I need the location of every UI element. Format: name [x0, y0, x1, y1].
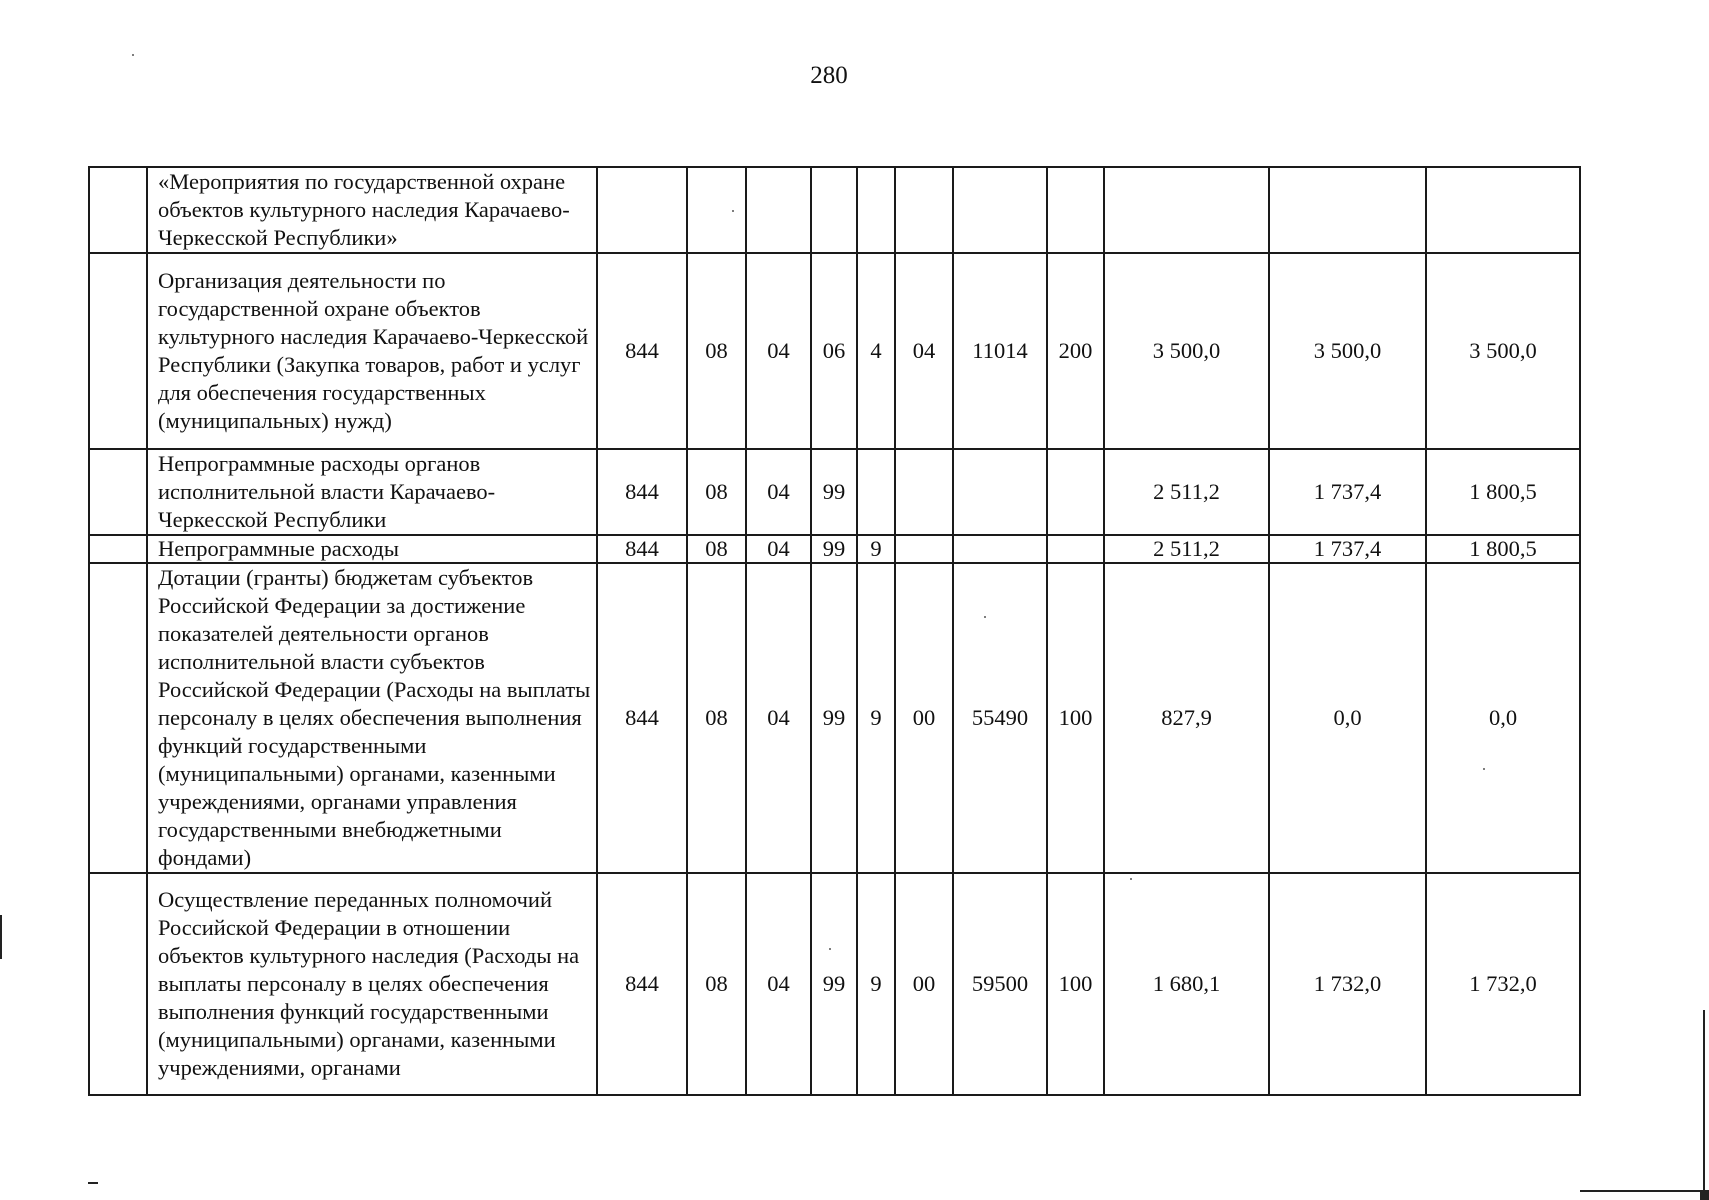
row-number-cell	[89, 873, 147, 1095]
direction-code-cell: 55490	[953, 563, 1047, 873]
row-name-cell: Непрограммные расходы органов исполнительной власти Карачаево-Черкесской Республики	[147, 449, 597, 535]
section-code-cell: 08	[687, 449, 746, 535]
budget-table	[88, 166, 1581, 1096]
row-name-cell: Непрограммные расходы	[147, 535, 597, 563]
scan-speck	[829, 948, 831, 950]
row-number-cell	[89, 563, 147, 873]
page-number: 280	[810, 62, 848, 89]
scan-edge-line	[0, 915, 2, 959]
scan-speck	[1130, 878, 1132, 880]
event-code-cell: 00	[895, 563, 953, 873]
direction-code-cell	[953, 449, 1047, 535]
amount-year-2-cell: 0,0	[1269, 563, 1426, 873]
expense-type-cell	[1047, 167, 1104, 253]
subprogram-code-cell	[857, 449, 895, 535]
subsection-code-cell: 04	[746, 873, 811, 1095]
subsection-code-cell: 04	[746, 449, 811, 535]
section-code-cell: 08	[687, 535, 746, 563]
amount-year-1-cell: 3 500,0	[1104, 253, 1269, 449]
subprogram-code-cell: 9	[857, 535, 895, 563]
event-code-cell	[895, 449, 953, 535]
row-number-cell	[89, 167, 147, 253]
amount-year-1-cell: 2 511,2	[1104, 449, 1269, 535]
program-code-cell: 99	[811, 563, 857, 873]
amount-year-1-cell: 1 680,1	[1104, 873, 1269, 1095]
amount-year-1-cell	[1104, 167, 1269, 253]
event-code-cell: 00	[895, 873, 953, 1095]
amount-year-3-cell: 0,0	[1426, 563, 1580, 873]
subsection-code-cell: 04	[746, 253, 811, 449]
amount-year-3-cell	[1426, 167, 1580, 253]
event-code-cell: 04	[895, 253, 953, 449]
ministry-code-cell: 844	[597, 449, 687, 535]
amount-year-2-cell: 3 500,0	[1269, 253, 1426, 449]
ministry-code-cell	[597, 167, 687, 253]
event-code-cell	[895, 535, 953, 563]
direction-code-cell	[953, 535, 1047, 563]
subprogram-code-cell: 9	[857, 873, 895, 1095]
amount-year-2-cell: 1 737,4	[1269, 535, 1426, 563]
table-row	[89, 449, 1580, 535]
amount-year-1-cell: 2 511,2	[1104, 535, 1269, 563]
subsection-code-cell: 04	[746, 535, 811, 563]
table-row	[89, 535, 1580, 563]
scan-edge-line	[1703, 1010, 1705, 1192]
program-code-cell	[811, 167, 857, 253]
ministry-code-cell: 844	[597, 535, 687, 563]
amount-year-3-cell: 1 732,0	[1426, 873, 1580, 1095]
row-number-cell	[89, 535, 147, 563]
program-code-cell: 99	[811, 535, 857, 563]
amount-year-3-cell: 3 500,0	[1426, 253, 1580, 449]
expense-type-cell	[1047, 449, 1104, 535]
ministry-code-cell: 844	[597, 253, 687, 449]
amount-year-3-cell: 1 800,5	[1426, 449, 1580, 535]
amount-year-2-cell: 1 732,0	[1269, 873, 1426, 1095]
scan-mark	[88, 1182, 98, 1184]
subprogram-code-cell: 4	[857, 253, 895, 449]
row-name-cell: Осуществление переданных полномочий Российской Федерации в отношении объектов культурного наследия (Расходы на выплаты персоналу в целях обеспечения выполнения функций государственными (муниципальными) органами, казенными учреждениями, органами	[147, 873, 597, 1095]
section-code-cell: 08	[687, 253, 746, 449]
program-code-cell: 06	[811, 253, 857, 449]
table-row	[89, 873, 1580, 1095]
expense-type-cell: 100	[1047, 563, 1104, 873]
scan-speck	[984, 616, 986, 618]
row-name-cell: Дотации (гранты) бюджетам субъектов Российской Федерации за достижение показателей деятельности органов исполнительной власти субъектов Российской Федерации (Расходы на выплаты персоналу в целях обеспечения выполнения функций государственными (муниципальными) органами, казенными учреждениями, органами управления государственными внебюджетными фондами)	[147, 563, 597, 873]
row-number-cell	[89, 253, 147, 449]
direction-code-cell	[953, 167, 1047, 253]
table-row	[89, 563, 1580, 873]
subprogram-code-cell: 9	[857, 563, 895, 873]
direction-code-cell: 59500	[953, 873, 1047, 1095]
program-code-cell: 99	[811, 873, 857, 1095]
section-code-cell	[687, 167, 746, 253]
expense-type-cell	[1047, 535, 1104, 563]
amount-year-1-cell: 827,9	[1104, 563, 1269, 873]
section-code-cell: 08	[687, 873, 746, 1095]
scan-edge-line	[1580, 1190, 1709, 1192]
scan-speck	[1483, 768, 1485, 770]
scan-edge-line	[1700, 1190, 1709, 1200]
direction-code-cell: 11014	[953, 253, 1047, 449]
table-row	[89, 253, 1580, 449]
amount-year-2-cell: 1 737,4	[1269, 449, 1426, 535]
expense-type-cell: 200	[1047, 253, 1104, 449]
subprogram-code-cell	[857, 167, 895, 253]
expense-type-cell: 100	[1047, 873, 1104, 1095]
ministry-code-cell: 844	[597, 563, 687, 873]
section-code-cell: 08	[687, 563, 746, 873]
row-name-cell: Организация деятельности по государственной охране объектов культурного наследия Карачаево-Черкесской Республики (Закупка товаров, работ и услуг для обеспечения государственных (муниципальных) нужд)	[147, 253, 597, 449]
row-name-cell: «Мероприятия по государственной охране объектов культурного наследия Карачаево-Черкесской Республики»	[147, 167, 597, 253]
subsection-code-cell: 04	[746, 563, 811, 873]
amount-year-2-cell	[1269, 167, 1426, 253]
row-number-cell	[89, 449, 147, 535]
table-row	[89, 167, 1580, 253]
event-code-cell	[895, 167, 953, 253]
subsection-code-cell	[746, 167, 811, 253]
amount-year-3-cell: 1 800,5	[1426, 535, 1580, 563]
scan-speck	[732, 210, 734, 212]
ministry-code-cell: 844	[597, 873, 687, 1095]
scan-speck	[132, 54, 134, 56]
program-code-cell: 99	[811, 449, 857, 535]
